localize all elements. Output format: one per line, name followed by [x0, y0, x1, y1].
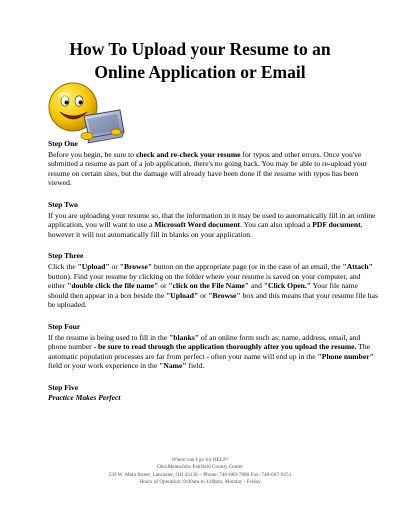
document-body	[48, 139, 378, 415]
step-body	[48, 333, 378, 371]
emphasized-text: "Browse"	[119, 261, 153, 271]
body-text: or	[109, 261, 120, 271]
body-text: Click the	[48, 261, 78, 271]
footer-center-name: OhioMeansJobs Fairfield County Center	[156, 464, 244, 471]
step-body	[48, 150, 378, 188]
emphasized-text: "Upload"	[77, 261, 110, 271]
emphasized-text: - be sure to read through the application thoroughly after you upload the resume.	[93, 342, 357, 352]
emphasized-text: check and re-check your resume	[135, 149, 241, 159]
footer-help-question: Where can I go for HELP?	[171, 457, 229, 463]
step-heading: Step Five	[48, 382, 79, 392]
body-text: If you are uploading your resume so, that the information in it may be used to automatically fill in an online application, you will want to use a	[48, 210, 376, 230]
body-text: box and this means that your resume file has be uploaded.	[48, 290, 378, 310]
title-line-1: How To Upload your Resume to an	[69, 39, 331, 59]
footer-hours: Hours of Operation: 8:00am to 4:00pm, Monday - Friday	[139, 478, 261, 485]
body-text: , however it will not automatically fill in blanks on your application.	[48, 220, 363, 239]
step-two	[48, 200, 378, 239]
emphasized-text: "Phone number"	[317, 351, 374, 361]
body-text: of an online form such as: name, address, email, and phone number	[48, 332, 361, 352]
body-text: for typos and other errors. Once you've submitted a resume as part of a job application, there's no going back. You may be able to re-upload your resume on certain sites, but the damage will already have been done if the resume with typos has been viewed.	[48, 149, 367, 188]
body-text: field or your work experience in the	[48, 361, 160, 371]
body-text: If the resume is being used to fill in the	[48, 332, 170, 342]
body-text: . You can also upload a	[240, 220, 313, 230]
body-text: Before you begin, be sure to	[48, 149, 136, 159]
step-body	[48, 262, 378, 310]
emphasized-text: Microsoft Word document	[154, 220, 241, 230]
step-heading: Step Four	[48, 321, 81, 331]
body-text: The automatic population processes are far from perfect - often your name will end up in the	[48, 342, 370, 361]
step-one	[48, 139, 378, 188]
title-line-2: Online Application or Email	[94, 62, 306, 82]
emphasized-text: "blanks"	[169, 332, 200, 342]
step-heading: Step Two	[48, 199, 78, 209]
body-text: and	[249, 281, 264, 291]
step-five	[48, 383, 378, 403]
body-text: button). Find your resume by clicking on the folder where your resume is saved on your computer, and either	[48, 271, 361, 291]
step-four	[48, 322, 378, 371]
emphasized-text: "click on the File Name"	[168, 281, 249, 291]
emphasized-text: "Attach"	[342, 261, 373, 271]
emphasized-text: "Upload"	[166, 290, 199, 300]
body-text: Your file name should then appear in a box beside the	[48, 281, 358, 300]
help-footer	[60, 457, 340, 486]
footer-contact-info: 239 W. Main Street, Lancaster, OH 43130 ~ Phone: 740-689-7880 Fax: 740-687-9251	[108, 471, 292, 478]
smiley-at-laptop-icon	[44, 80, 126, 146]
body-text: or	[198, 290, 209, 300]
body-text: field.	[186, 361, 205, 371]
body-text: button on the appropriate page (or in the case of an email, the	[152, 261, 343, 271]
document-title	[20, 38, 380, 84]
step-three	[48, 251, 378, 310]
emphasized-text: "Browse"	[208, 290, 241, 300]
step-heading: Step Three	[48, 251, 84, 261]
emphasized-text: PDF document	[312, 220, 361, 230]
emphasized-text: "double click the file name"	[67, 281, 159, 291]
emphasized-text: "Name"	[159, 361, 187, 371]
step-body	[48, 211, 378, 240]
body-text: or	[158, 281, 169, 291]
step-heading: Step One	[48, 139, 78, 148]
step-tagline: Practice Makes Perfect	[48, 393, 121, 403]
emphasized-text: "Click Open."	[263, 281, 312, 291]
